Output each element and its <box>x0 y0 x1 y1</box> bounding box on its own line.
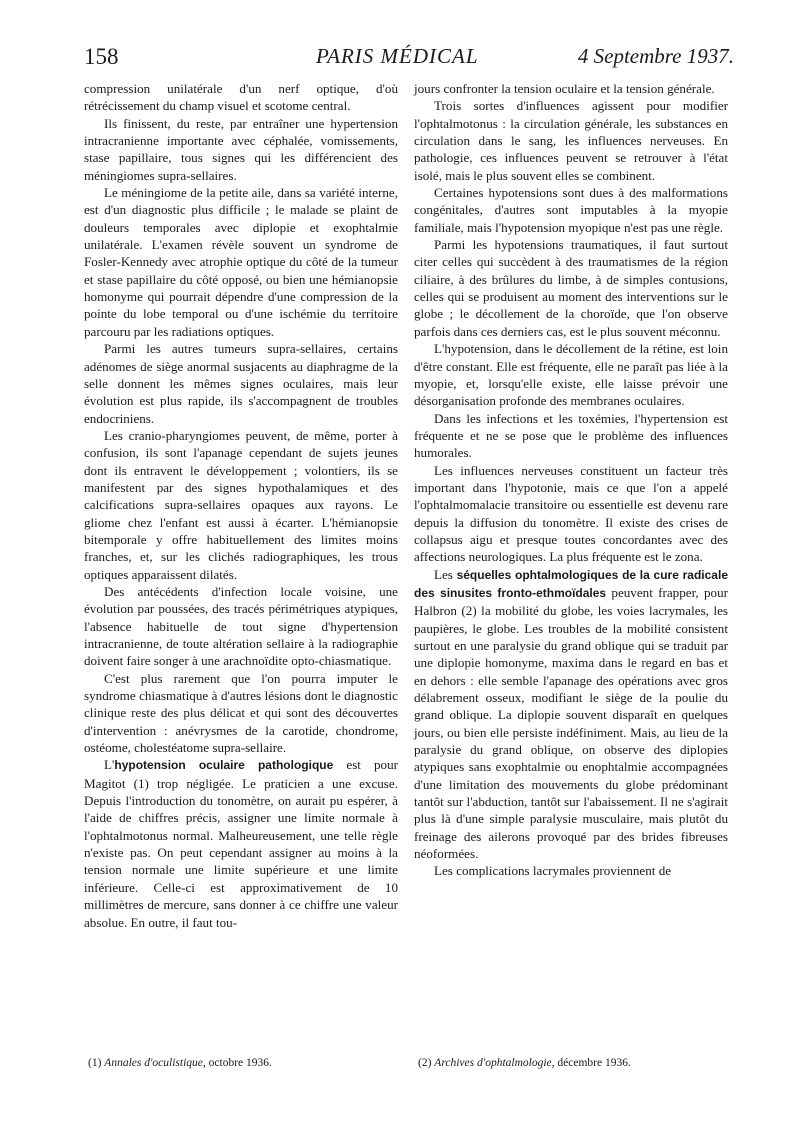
footnote-source: Archives d'ophtalmologie <box>434 1057 552 1069</box>
footnote-source: Annales d'oculistique <box>104 1057 203 1069</box>
paragraph: Le méningiome de la petite aile, dans sa variété interne, est d'un diagnostic plus difficile ; le malade se plaint de douleurs temporales avec diplopie et exophtalmie unilatérale. L'examen révèle souvent un syndrome de Fosler-Kennedy avec atrophie optique du côté de la tumeur et stase papillaire du côté opposé, ou bien une hémianopsie homonyme qui pourrait dépendre d'une compression de la pointe du lobe temporal ou d'une ischémie du territoire parcouru par les radiations optiques. <box>84 185 398 339</box>
paragraph: Les cranio-pharyngiomes peuvent, de même, porter à confusion, ils sont l'apanage cependant de sujets jeunes dont ils entravent le développement ; volontiers, ils se manifestent par des signes hypothalamiques et des calcifications supra-sellaires opaques aux rayons. Le gliome chez l'enfant est aussi à écarter. L'hémianopsie bitemporale y offre habituellement des limites moins franches, et, sur les clichés radiographiques, les trous optiques apparaissent dilatés. <box>84 427 398 582</box>
footnote-1 <box>88 1057 272 1069</box>
paragraph <box>84 756 398 930</box>
paragraph: Des antécédents d'infection locale voisine, une évolution par poussées, des tracés périmétriques atypiques, l'absence habituelle de tout signe d'hypertension intracranienne, de toute altération sellaire à la radiographie doivent faire songer à une arachnoïdite opto-chiasmatique. <box>84 583 398 669</box>
text-span: peuvent frapper, pour Halbron (2) la mobilité du globe, les voies lacrymales, les paupières, le globe. Les troubles de la mobilité consistent surtout en une paralysie du grand oblique qui se traduit par une diplopie homonyme, maxima dans le regard en bas et en dehors : elle semble l'apanage des opérations avec gros délabrement osseux, modifiant le siège de la poulie du grand oblique. La diplopie souvent disparaît en quelques jours, ou bien elle persiste indéfiniment. Mais, au lieu de la paralysie du grand oblique, on observe des diplopies atypiques sans exophtalmie ou enophtalmie accompagnées d'une limitation des mouvements du globe prédominant tantôt sur l'abduction, tantôt sur l'abaissement. Il ne s'agirait plus là d'une simple paralysie musculaire, mais plutôt du freinage des ailerons provoqué par des brides fibreuses néoformées. <box>414 584 728 862</box>
footnote-number: (2) <box>418 1057 435 1069</box>
footnote-2 <box>418 1057 631 1069</box>
paragraph: Ils finissent, du reste, par entraîner une hypertension intracranienne importante avec céphalée, vomissements, stase papillaire, tous signes qui les différencient des méningiomes supra-sellaires. <box>84 115 398 183</box>
paragraph: Parmi les hypotensions traumatiques, il faut surtout citer celles qui succèdent à des traumatismes de la région ciliaire, à des brûlures du limbe, à de simples contusions, celles qui se produisent au moment des interventions sur le globe ; le décollement de la choroïde, que l'on observe parfois dans ces derniers cas, est le plus souvent méconnu. <box>414 237 728 339</box>
paragraph: L'hypotension, dans le décollement de la rétine, est loin d'être constant. Elle est fréquente, elle ne paraît pas liée à la myopie, et, lorsqu'elle existe, elle laisse prévoir une désorganisation profonde des membranes oculaires. <box>414 341 728 409</box>
footnote-detail: , octobre 1936. <box>202 1057 272 1069</box>
footnote-detail: , décembre 1936. <box>551 1057 631 1069</box>
paragraph: Parmi les autres tumeurs supra-sellaires, certains adénomes de siège anormal susjacents au diaphragme de la selle donnent les mêmes signes oculaires, mais leur évolution est plus rapide, ils s'accompagnent de troubles endocriniens. <box>84 341 398 426</box>
paragraph: C'est plus rarement que l'on pourra imputer le syndrome chiasmatique à d'autres lésions dont le diagnostic clinique reste des plus délicat et qui sont des découvertes d'intervention : anévrysmes de la carotide, chondrome, ostéome, cholestéatome supra-sellaire. <box>84 670 398 756</box>
text-span: est pour Magitot (1) trop négligée. Le praticien a une excuse. Depuis l'introduction du tonomètre, on aurait pu espérer, à l'aide de chiffres précis, assigner une limite normale à l'ophtalmotonus normal. Malheureusement, une telle règle n'existe pas. On peut cependant assigner au moins à la tension normale une limite supérieure et une limite inférieure. Celle-ci est approximativement de 10 millimètres de mercure, sans donner à ce chiffre une valeur absolue. En outre, il faut tou- <box>84 757 399 930</box>
paragraph: jours confronter la tension oculaire et la tension générale. <box>414 81 715 96</box>
journal-title: PARIS MÉDICAL <box>316 44 479 68</box>
paragraph: compression unilatérale d'un nerf optique, d'où rétrécissement du champ visuel et scotome central. <box>84 81 398 114</box>
left-column <box>84 80 398 931</box>
paragraph <box>414 566 728 863</box>
bold-term: hypotension oculaire pathologique <box>114 758 334 773</box>
paragraph: Trois sortes d'influences agissent pour modifier l'ophtalmotonus : la circulation générale, les substances en circulation dans le sang, les influences nerveuses. En pathologie, ces influences peuvent se retrouver à l'état isolé, mais le plus souvent elles se combinent. <box>414 98 728 183</box>
issue-date: 4 Septembre 1937. <box>577 44 734 68</box>
text-span: Les <box>434 566 457 582</box>
text-span: L' <box>104 757 115 773</box>
paragraph: Les influences nerveuses constituent un facteur très important dans l'hypotonie, mais ce que l'on a appelé l'ophtalmomalacie transitoire ou essentielle est devenu rare depuis la diffusion du tonomètre. Il existe des crises de collapsus aigu et presque toutes concordantes avec des affections neurologiques. La plus fréquente est le zona. <box>414 462 728 565</box>
footnote-number: (1) <box>88 1057 105 1069</box>
page-header <box>84 44 734 78</box>
paragraph: Dans les infections et les toxémies, l'hypertension est fréquente et ne se pose que le problème des influences humorales. <box>414 410 728 461</box>
paragraph: Certaines hypotensions sont dues à des malformations congénitales, d'autres sont imputables à la myopie familiale, mais l'hypotension myopique n'est pas une règle. <box>414 185 728 235</box>
bold-term: séquelles ophtalmologiques de la cure radicale des sinusites fronto-ethmoïdales <box>414 567 728 600</box>
right-column <box>414 80 728 880</box>
page-number: 158 <box>84 44 119 69</box>
paragraph: Les complications lacrymales proviennent de <box>434 863 672 879</box>
